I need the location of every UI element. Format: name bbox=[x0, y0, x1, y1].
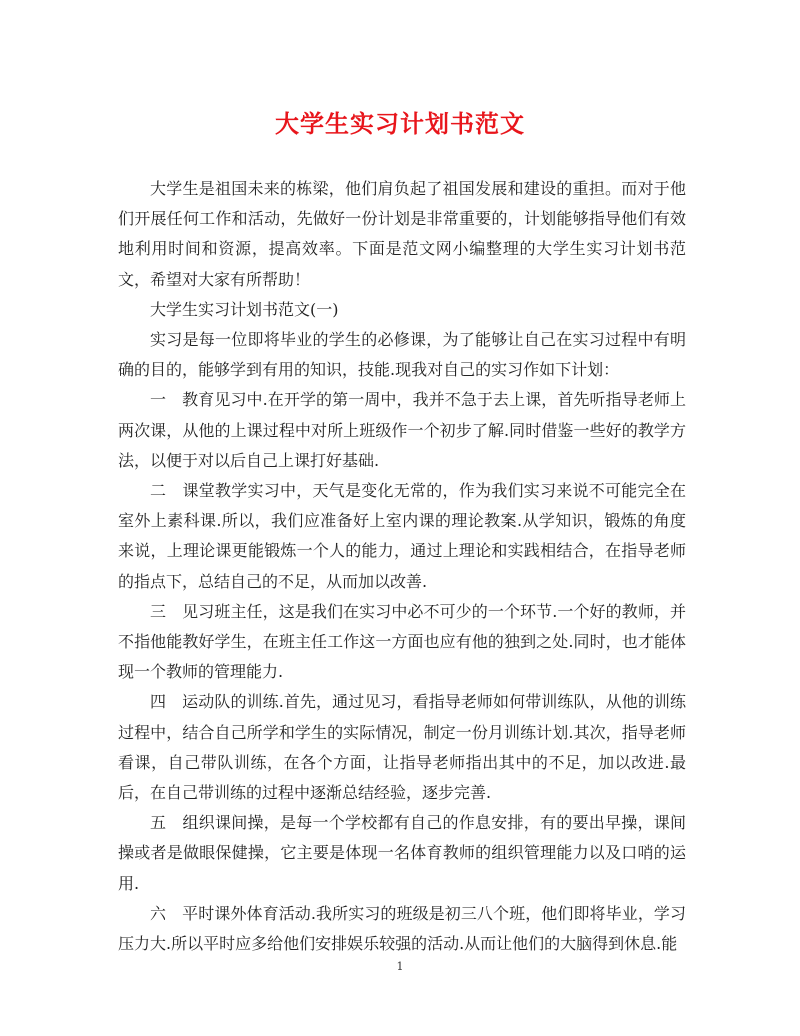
paragraph-overview: 实习是每一位即将毕业的学生的必修课，为了能够让自己在实习过程中有明确的目的，能够学到有用的知识，技能.现我对自己的实习作如下计划： bbox=[118, 330, 686, 380]
paragraph-item-1: 一 教育见习中.在开学的第一周中，我并不急于去上课，首先听指导老师上两次课，从他的上课过程中对所上班级作一个初步了解.同时借鉴一些好的教学方法，以便于对以后自己上课打好基础. bbox=[118, 390, 686, 470]
document-title: 大学生实习计划书范文 bbox=[275, 109, 525, 138]
document-body bbox=[118, 174, 686, 959]
paragraph-item-6: 六 平时课外体育活动.我所实习的班级是初三八个班，他们即将毕业，学习压力大.所以平时应多给他们安排娱乐较强的活动.从而让他们的大脑得到休息.能 bbox=[118, 903, 686, 954]
paragraph-item-4: 四 运动队的训练.首先，通过见习，看指导老师如何带训练队，从他的训练过程中，结合自己所学和学生的实际情况，制定一份月训练计划.其次，指导老师看课，自己带队训练，在各个方面，让指导老师指出其中的不足，加以改进.最后，在自己带训练的过程中逐渐总结经验，逐步完善. bbox=[118, 692, 686, 803]
paragraph-item-5: 五 组织课间操，是每一个学校都有自己的作息安排，有的要出早操，课间操或者是做眼保健操，它主要是体现一名体育教师的组织管理能力以及口哨的运用. bbox=[118, 813, 686, 893]
paragraph-item-3: 三 见习班主任，这是我们在实习中必不可少的一个环节.一个好的教师，并不指他能教好学生，在班主任工作这一方面也应有他的独到之处.同时，也才能体现一个教师的管理能力. bbox=[118, 601, 686, 682]
section-heading: 大学生实习计划书范文(一) bbox=[150, 299, 339, 319]
page-number: 1 bbox=[396, 960, 404, 973]
paragraph-item-2: 二 课堂教学实习中，天气是变化无常的，作为我们实习来说不可能完全在室外上素科课.所以，我们应准备好上室内课的理论教案.从学知识，锻炼的角度来说，上理论课更能锻炼一个人的能力，通过上理论和实践相结合，在指导老师的指点下，总结自己的不足，从而加以改善. bbox=[118, 481, 686, 591]
intro-paragraph: 大学生是祖国未来的栋梁，他们肩负起了祖国发展和建设的重担。而对于他们开展任何工作和活动，先做好一份计划是非常重要的，计划能够指导他们有效地利用时间和资源，提高效率。下面是范文网小编整理的大学生实习计划书范文，希望对大家有所帮助！ bbox=[118, 179, 686, 289]
